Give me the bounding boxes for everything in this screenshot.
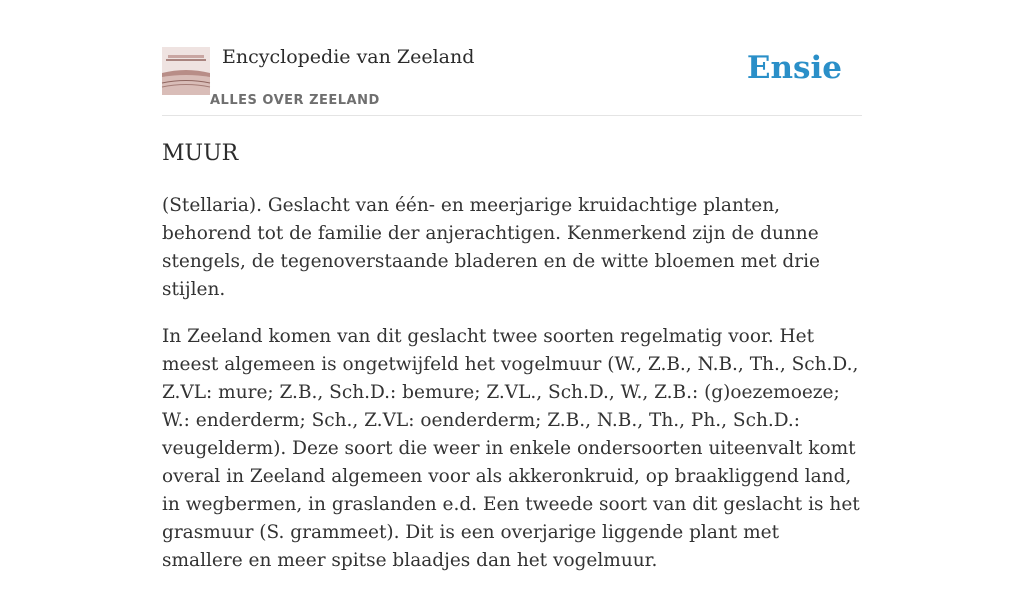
site-header (162, 0, 862, 116)
book-photo-icon (162, 47, 210, 95)
site-title[interactable]: Encyclopedie van Zeeland (222, 46, 475, 68)
article-title: MUUR (162, 141, 239, 166)
article-paragraph: In Zeeland komen van dit geslacht twee soorten regelmatig voor. Het meest algemeen is ongetwijfeld het vogelmuur (W., Z.B., N.B., Th., Sch.D., Z.VL: mure; Z.B., Sch.D.: bemure; Z.VL., Sch.D., W., Z.B.: (g)oezemoeze; W.: enderderm; Sch., Z.VL: oenderderm; Z.B., N.B., Th., Ph., Sch.D.: veugelderm). Deze soort die weer in enkele ondersoorten uiteenvalt komt overal in Zeeland algemeen voor als akkeronkruid, op braakliggend land, in wegbermen, in graslanden e.d. Een tweede soort van dit geslacht is het grasmuur (S. grammeet). Dit is een overjarige liggende plant met smallere en meer spitse blaadjes dan het vogelmuur. (162, 326, 860, 571)
site-logo[interactable] (162, 47, 210, 95)
site-subtitle: ALLES OVER ZEELAND (210, 93, 380, 108)
brand-logo-link[interactable]: Ensie (746, 50, 842, 86)
article-paragraph: (Stellaria). Geslacht van één- en meerjarige kruidachtige planten, behorend tot de familie der anjerachtigen. Kenmerkend zijn de dunne stengels, de tegenoverstaande bladeren en de witte bloemen met drie stijlen. (162, 195, 820, 300)
page-container (162, 0, 862, 571)
article-body (162, 192, 862, 594)
